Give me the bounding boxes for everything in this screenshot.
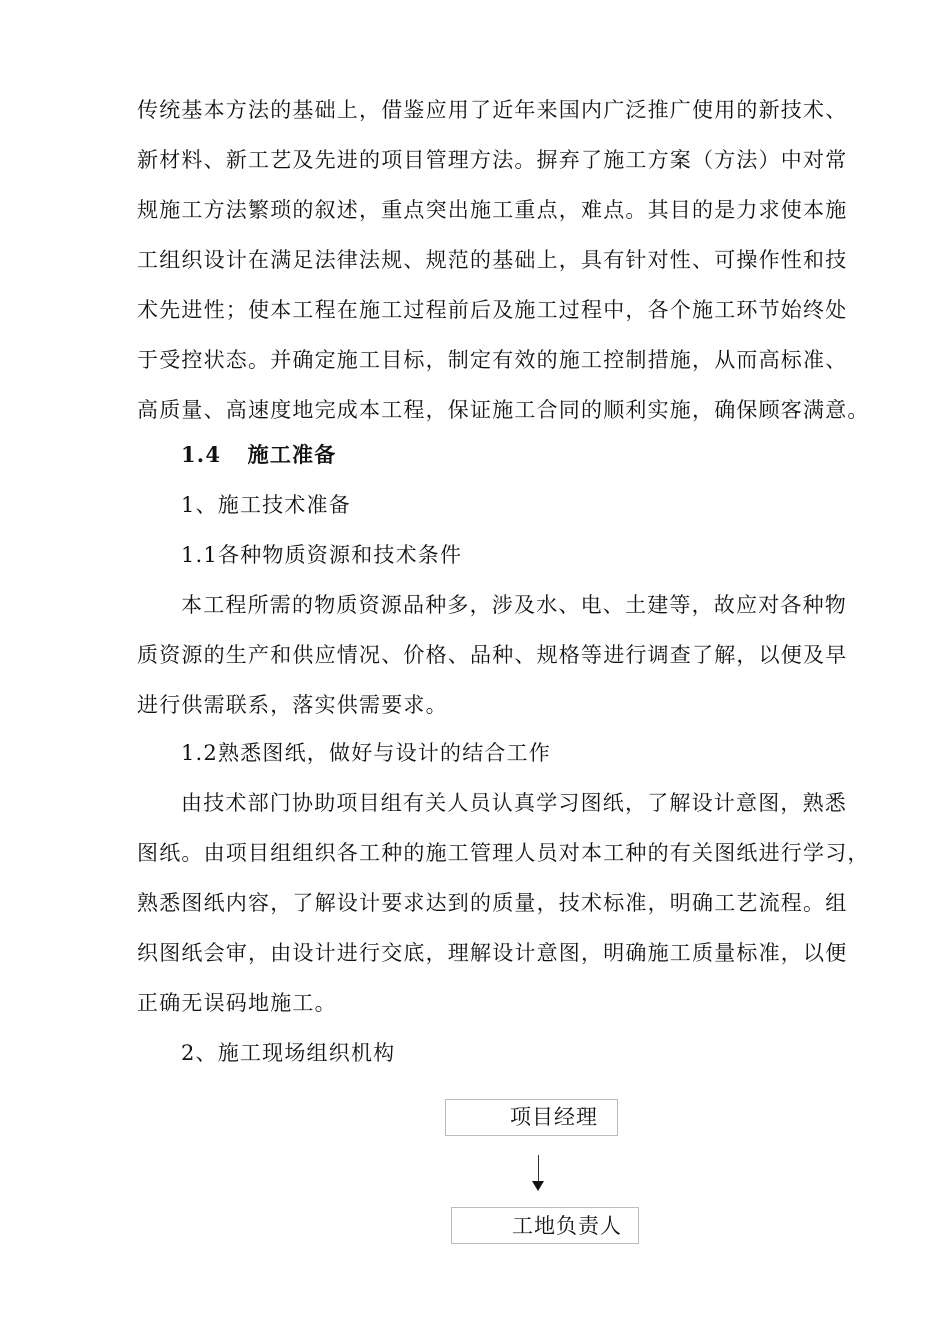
text-line: 质资源的生产和供应情况、价格、品种、规格等进行调查了解，以便及早 [137, 643, 848, 667]
text-line: 规施工方法繁琐的叙述，重点突出施工重点，难点。其目的是力求使本施 [137, 198, 848, 222]
org-box-label: 工地负责人 [512, 1214, 622, 1238]
arrow-down-icon [532, 1181, 544, 1191]
text-line: 本工程所需的物质资源品种多，涉及水、电、土建等，故应对各种物 [181, 593, 847, 617]
org-box-project-manager [445, 1099, 618, 1136]
text-line: 织图纸会审，由设计进行交底，理解设计意图，明确施工质量标准，以便 [137, 941, 848, 965]
org-box-label: 项目经理 [510, 1105, 598, 1129]
text-line: 于受控状态。并确定施工目标，制定有效的施工控制措施，从而高标准、 [137, 348, 848, 372]
item-1-2-label: 1.2熟悉图纸，做好与设计的结合工作 [181, 741, 551, 765]
text-line: 进行供需联系，落实供需要求。 [137, 693, 448, 717]
text-line: 正确无误码地施工。 [137, 991, 337, 1015]
section-number: 1.4 [181, 442, 222, 467]
text-line: 新材料、新工艺及先进的项目管理方法。摒弃了施工方案（方法）中对常 [137, 148, 848, 172]
item-1-label: 1、施工技术准备 [181, 493, 351, 517]
text-line: 传统基本方法的基础上，借鉴应用了近年来国内广泛推广使用的新技术、 [137, 98, 848, 122]
section-title: 施工准备 [247, 442, 337, 467]
text-line: 图纸。由项目组组织各工种的施工管理人员对本工种的有关图纸进行学习， [137, 841, 870, 865]
text-line: 高质量、高速度地完成本工程，保证施工合同的顺利实施，确保顾客满意。 [137, 398, 870, 422]
text-line: 工组织设计在满足法律法规、规范的基础上，具有针对性、可操作性和技 [137, 248, 848, 272]
item-1-1-label: 1.1各种物质资源和技术条件 [181, 543, 463, 567]
item-2-label: 2、施工现场组织机构 [181, 1041, 396, 1065]
text-line: 由技术部门协助项目组有关人员认真学习图纸，了解设计意图，熟悉 [181, 791, 847, 815]
text-line: 术先进性；使本工程在施工过程前后及施工过程中，各个施工环节始终处 [137, 298, 848, 322]
org-box-site-manager [451, 1207, 639, 1244]
text-line: 熟悉图纸内容，了解设计要求达到的质量，技术标准，明确工艺流程。组 [137, 891, 848, 915]
